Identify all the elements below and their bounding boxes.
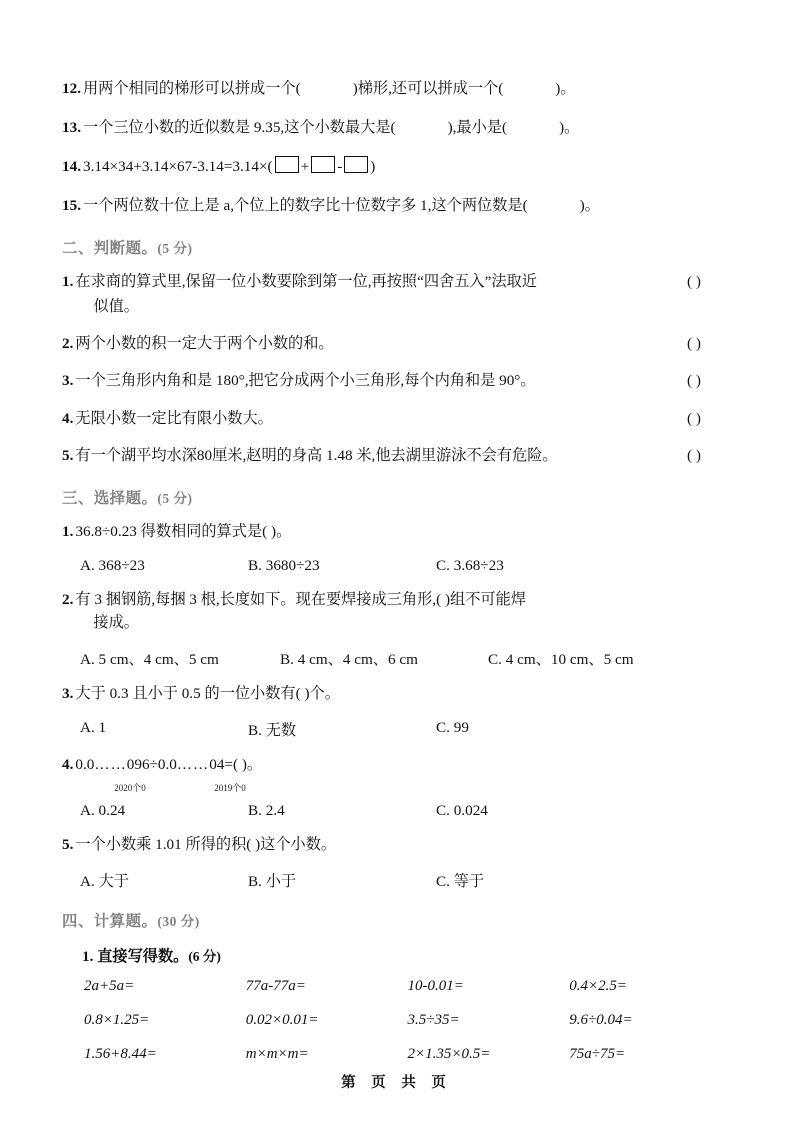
choice-stem: 36.8÷0.23 得数相同的算式是( )。 (75, 523, 292, 541)
calc-cell[interactable]: 1.56+8.44= (84, 1045, 157, 1062)
calc-cell[interactable]: 75a÷75= (569, 1045, 626, 1062)
question-number: 5. (62, 446, 74, 464)
option-c[interactable]: C. 3.68÷23 (436, 556, 504, 574)
choice-options-1 (62, 557, 731, 575)
q15-part2: )。 (579, 196, 600, 214)
q12-part2: )梯形,还可以拼成一个( (352, 80, 504, 97)
choice-stem: 大于 0.3 且小于 0.5 的一位小数有( )个。 (75, 684, 340, 702)
choice-stem (75, 753, 731, 777)
question-text (83, 76, 731, 102)
answer-box-2[interactable] (311, 156, 335, 173)
calc-cell[interactable]: 9.6÷0.04= (569, 1011, 633, 1028)
q14-plus: + (300, 157, 310, 175)
question-12 (62, 76, 731, 102)
section-title-choice (62, 486, 731, 508)
option-b[interactable]: B. 2.4 (248, 802, 285, 820)
section-choice-label: 三、选择题。 (62, 490, 158, 508)
choice-options-2 (62, 648, 731, 669)
question-text (83, 115, 731, 141)
question-number: 14. (62, 157, 81, 175)
calc-grid (62, 978, 731, 1063)
judge-item-1 (62, 270, 731, 319)
calc-sub-score: (6 分) (188, 948, 221, 964)
question-14 (62, 154, 731, 180)
section-title-calc (62, 909, 731, 931)
judge-answer-paren[interactable]: ( ) (687, 446, 701, 464)
section-calc-score: (30 分) (157, 913, 200, 929)
q4-dots-2: …… (176, 755, 210, 773)
q15-part1: 一个两位数十位上是 a,个位上的数字比十位数字多 1,这个两位数是( (82, 196, 528, 214)
judge-item-3 (62, 369, 731, 393)
choice-stem-line2: 接成。 (93, 614, 139, 632)
judge-answer-paren[interactable]: ( ) (687, 335, 701, 352)
q4-part-a: 0.0 (75, 755, 95, 773)
calc-sub-number: 1. (82, 947, 94, 965)
question-number: 2. (62, 590, 74, 608)
option-a[interactable]: A. 5 cm、4 cm、5 cm (80, 650, 219, 668)
q14-expression: 3.14×34+3.14×67-3.14=3.14×( (82, 157, 273, 175)
judge-item-text: 无限小数一定比有限小数大。 (75, 409, 273, 427)
calc-cell[interactable]: 0.02×0.01= (245, 1011, 319, 1028)
judge-line-2: 似值。 (93, 297, 139, 315)
choice-options-3 (62, 719, 731, 740)
q13-part1: 一个三位小数的近似数是 9.35,这个小数最大是( (82, 118, 396, 136)
option-a[interactable]: A. 1 (80, 718, 107, 736)
page-footer: 第 页 共 页 (341, 1075, 452, 1091)
question-15 (62, 193, 731, 219)
calc-cell[interactable]: 2a+5a= (84, 977, 135, 994)
calc-cell[interactable]: 0.4×2.5= (569, 977, 627, 994)
choice-options-5 (62, 870, 731, 891)
choice-item-2 (62, 588, 731, 635)
q13-part2: ),最小是( (447, 118, 508, 136)
q4-part-b: 096÷0.0 (126, 755, 177, 773)
option-a[interactable]: A. 大于 (80, 872, 129, 890)
choice-stem-line1: 有 3 捆钢筋,每捆 3 根,长度如下。现在要焊接成三角形,( )组不可能焊 (75, 590, 526, 608)
choice-options-4 (62, 802, 731, 820)
judge-item-text: 两个小数的积一定大于两个小数的和。 (75, 335, 334, 352)
option-b[interactable]: B. 小于 (248, 872, 297, 890)
question-number: 4. (62, 755, 74, 773)
judge-item-text: 有一个湖平均水深80厘米,赵明的身高 1.48 米,他去湖里游泳不会有危险。 (75, 446, 558, 464)
judge-item-text (75, 270, 657, 319)
choice-item-5 (62, 833, 731, 857)
option-a[interactable]: A. 0.24 (80, 802, 126, 820)
q13-part3: )。 (559, 118, 580, 136)
judge-answer-paren[interactable]: ( ) (687, 273, 701, 291)
judge-line-1: 在求商的算式里,保留一位小数要除到第一位,再按照“四舍五入”法取近 (75, 273, 537, 291)
question-number: 1. (62, 273, 74, 291)
judge-item-5 (62, 444, 731, 468)
question-number: 3. (62, 684, 74, 702)
choice-stem: 一个小数乘 1.01 所得的积( )这个小数。 (75, 836, 337, 854)
choice-item-1 (62, 520, 731, 544)
question-number: 5. (62, 836, 74, 854)
question-number: 3. (62, 372, 74, 390)
section-judge-label: 二、判断题。 (62, 240, 158, 258)
question-number: 13. (62, 118, 81, 136)
section-choice-score: (5 分) (157, 491, 193, 507)
option-a[interactable]: A. 368÷23 (80, 556, 145, 574)
q12-part1: 用两个相同的梯形可以拼成一个( (82, 80, 301, 97)
calc-cell[interactable]: 2×1.35×0.5= (407, 1045, 491, 1062)
q14-minus: - (337, 157, 343, 175)
judge-answer-paren[interactable]: ( ) (687, 409, 701, 427)
choice-item-4 (62, 753, 731, 777)
question-number: 4. (62, 409, 74, 427)
calc-cell[interactable]: 3.5÷35= (407, 1011, 460, 1028)
option-c[interactable]: C. 99 (436, 718, 469, 736)
section-calc-label: 四、计算题。 (62, 912, 158, 930)
judge-answer-paren[interactable]: ( ) (687, 372, 701, 390)
judge-item-4 (62, 407, 731, 431)
question-number: 1. (62, 523, 74, 541)
q4-part-c: 04=( )。 (209, 755, 263, 773)
section-title-judge (62, 236, 731, 258)
judge-item-text: 一个三角形内角和是 180°,把它分成两个小三角形,每个内角和是 90°。 (75, 372, 536, 390)
answer-box-1[interactable] (275, 156, 299, 173)
question-text (83, 154, 731, 180)
option-c[interactable]: C. 4 cm、10 cm、5 cm (488, 650, 634, 668)
q4-note-2: 2019个0 (214, 783, 246, 794)
option-c[interactable]: C. 等于 (436, 872, 485, 890)
q4-dots-1: …… (94, 755, 127, 773)
question-13 (62, 115, 731, 141)
calc-cell[interactable]: 77a-77a= (245, 977, 306, 994)
calc-cell[interactable]: 0.8×1.25= (84, 1011, 150, 1028)
question-number: 12. (62, 80, 81, 97)
choice-item-3 (62, 682, 731, 706)
question-number: 15. (62, 196, 81, 214)
option-c[interactable]: C. 0.024 (436, 802, 488, 820)
calc-sub-label: 直接写得数。 (97, 947, 189, 965)
q4-annotations (62, 781, 731, 794)
calc-cell[interactable]: 10-0.01= (407, 977, 464, 994)
judge-item-2 (62, 332, 731, 356)
question-number: 2. (62, 335, 74, 352)
choice-stem (75, 588, 731, 635)
option-b[interactable]: B. 4 cm、4 cm、6 cm (280, 650, 418, 668)
q12-part3: )。 (555, 80, 576, 97)
section-judge-score: (5 分) (157, 241, 193, 257)
option-b[interactable]: B. 无数 (248, 721, 297, 739)
option-b[interactable]: B. 3680÷23 (248, 556, 320, 574)
calc-subsection-title (62, 945, 731, 966)
q4-note-1: 2020个0 (114, 783, 146, 794)
answer-box-3[interactable] (344, 156, 368, 173)
calc-cell[interactable]: m×m×m= (245, 1045, 309, 1062)
question-text (83, 193, 731, 219)
q14-close: ) (370, 157, 376, 175)
